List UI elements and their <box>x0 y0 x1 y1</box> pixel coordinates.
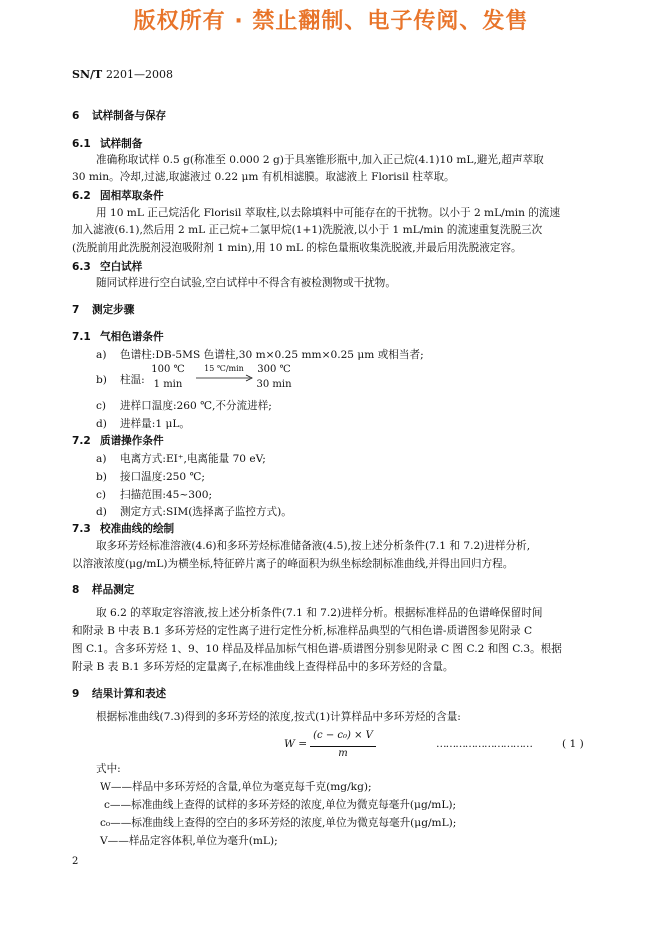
list-label: d) <box>96 418 107 430</box>
section-title: 空白试样 <box>100 261 143 273</box>
list-text: 测定方式:SIM(选择离子监控方式)。 <box>120 506 292 518</box>
section-number: 6.1 <box>72 138 91 150</box>
where-label: 式中: <box>96 763 121 775</box>
list-label: d) <box>96 506 107 518</box>
section-number: 6.3 <box>72 261 91 273</box>
section-title: 固相萃取条件 <box>100 190 164 202</box>
temp-initial: 100 ℃ <box>151 364 185 375</box>
section-title: 气相色谱条件 <box>100 331 164 343</box>
section-title: 试样制备 <box>100 138 143 150</box>
list-label: a) <box>96 453 107 465</box>
section-6-3-para-line-1: 随同试样进行空白试验,空白试样中不得含有被检测物或干扰物。 <box>96 277 396 289</box>
section-number: 7.2 <box>72 435 91 447</box>
section-7-2-heading <box>72 433 164 448</box>
section-title: 样品测定 <box>92 584 135 596</box>
formula-lhs: W = <box>284 738 308 750</box>
section-9-intro: 根据标准曲线(7.3)得到的多环芳烃的浓度,按式(1)计算样品中多环芳烃的含量: <box>96 711 461 723</box>
section-8-para-line-1: 取 6.2 的萃取定容溶液,按上述分析条件(7.1 和 7.2)进样分析。根据标准样品的色谱峰保留时间 <box>96 607 543 619</box>
list-label: a) <box>96 349 107 361</box>
section-title: 试样制备与保存 <box>92 110 167 122</box>
section-6-3-heading <box>72 259 142 274</box>
section-6-1-heading <box>72 136 142 151</box>
section-6-1-para-line-1: 准确称取试样 0.5 g(称准至 0.000 2 g)于具塞锥形瓶中,加入正己烷(4.1)10 mL,避光,超声萃取 <box>96 154 544 166</box>
list-text: 电离方式:EI⁺,电离能量 70 eV; <box>120 453 266 465</box>
list-text: 扫描范围:45~300; <box>120 489 213 501</box>
definition-item: V——样品定容体积,单位为毫升(mL); <box>100 835 278 847</box>
section-9-heading <box>72 686 166 701</box>
section-6-1-para-line-2: 30 min。冷却,过滤,取滤液过 0.22 μm 有机相滤膜。取滤液上 Florisil 柱萃取。 <box>72 171 455 183</box>
section-7-heading <box>72 302 134 317</box>
list-label: b) <box>96 471 107 483</box>
formula-denominator: m <box>338 748 348 759</box>
formula-numerator: (c − c₀) × V <box>313 730 373 741</box>
section-number: 9 <box>72 688 80 700</box>
section-6-2-para-line-3: (洗脱前用此洗脱剂浸泡吸附剂 1 min),用 10 mL 的棕色量瓶收集洗脱液,并最后用洗脱液定容。 <box>72 242 522 254</box>
list-item <box>96 347 424 362</box>
watermark: 版权所有 · 禁止翻制、电子传阅、发售 <box>133 9 529 34</box>
section-number: 7.1 <box>72 331 91 343</box>
section-6-2-para-line-2: 加入滤液(6.1),然后用 2 mL 正己烷+二氯甲烷(1+1)洗脱液,以小于 1 mL/min 的流速重复洗脱三次 <box>72 224 543 236</box>
temp-final: 300 ℃ <box>257 364 291 375</box>
section-8-para-line-4: 附录 B 表 B.1 多环芳烃的定量离子,在标准曲线上查得样品中的多环芳烃的含量。 <box>72 661 454 673</box>
section-7-3-para-line-2: 以溶液浓度(μg/mL)为横坐标,特征碎片离子的峰面积为纵坐标绘制标准曲线,并得出回归方程。 <box>72 558 514 570</box>
definition-item: c₀——标准曲线上查得的空白的多环芳烃的浓度,单位为微克每毫升(μg/mL); <box>100 817 457 829</box>
section-8-heading <box>72 582 134 597</box>
equation-number: ( 1 ) <box>562 738 584 750</box>
list-item <box>96 416 190 431</box>
section-7-3-para-line-1: 取多环芳烃标准溶液(4.6)和多环芳烃标准储备液(4.5),按上述分析条件(7.1 和 7.2)进样分析, <box>96 540 531 552</box>
page-number: 2 <box>72 856 79 867</box>
temp-ramp-rate: 15 ℃/min <box>204 364 244 373</box>
section-title: 结果计算和表述 <box>92 688 167 700</box>
section-7-3-heading <box>72 521 174 536</box>
standard-number-header <box>72 68 173 81</box>
section-6-2-para-line-1: 用 10 mL 正己烷活化 Florisil 萃取柱,以去除填料中可能存在的干扰物。以小于 2 mL/min 的流速 <box>96 207 561 219</box>
section-number: 8 <box>72 584 80 596</box>
definition-item: W——样品中多环芳烃的含量,单位为毫克每千克(mg/kg); <box>100 781 372 793</box>
section-7-1-heading <box>72 329 164 344</box>
list-label: c) <box>96 489 107 501</box>
standard-number: 2201—2008 <box>106 68 174 81</box>
definition-item: c——标准曲线上查得的试样的多环芳烃的浓度,单位为微克每毫升(μg/mL); <box>104 799 457 811</box>
section-8-para-line-3: 图 C.1。含多环芳烃 1、9、10 样品及样品加标气相色谱-质谱图分别参见附录 C 图 C.2 和图 C.3。根据 <box>72 643 562 655</box>
list-text: 进样量:1 μL。 <box>120 418 190 430</box>
section-6-2-heading <box>72 188 164 203</box>
formula-leader-dots: ………………………… <box>436 738 532 750</box>
section-title: 测定步骤 <box>92 304 135 316</box>
section-title: 质谱操作条件 <box>100 435 164 447</box>
temp-final-hold: 30 min <box>256 379 292 390</box>
list-item <box>96 504 292 519</box>
list-item <box>96 398 272 413</box>
list-label: b) <box>96 374 107 386</box>
list-text: 进样口温度:260 ℃,不分流进样; <box>120 400 272 412</box>
list-text: 柱温: <box>120 374 145 386</box>
list-item <box>96 451 266 466</box>
list-item <box>96 487 212 502</box>
section-8-para-line-2: 和附录 B 中表 B.1 多环芳烃的定性离子进行定性分析,标准样品典型的气相色谱-质谱图参见附录 C <box>72 625 533 637</box>
list-label: c) <box>96 400 107 412</box>
section-number: 7 <box>72 304 80 316</box>
section-6-heading <box>72 108 166 123</box>
section-title: 校准曲线的绘制 <box>100 523 175 535</box>
section-number: 6.2 <box>72 190 91 202</box>
section-number: 7.3 <box>72 523 91 535</box>
list-item <box>96 469 205 484</box>
list-item-column-temperature <box>96 372 145 387</box>
temp-initial-hold: 1 min <box>153 379 183 390</box>
list-text: 色谱柱:DB-5MS 色谱柱,30 m×0.25 mm×0.25 μm 或相当者; <box>120 349 424 361</box>
temp-ramp-arrow-icon <box>194 374 256 382</box>
list-text: 接口温度:250 ℃; <box>120 471 205 483</box>
standard-prefix: SN/T <box>72 68 103 81</box>
section-number: 6 <box>72 110 80 122</box>
fraction-bar <box>310 746 376 747</box>
